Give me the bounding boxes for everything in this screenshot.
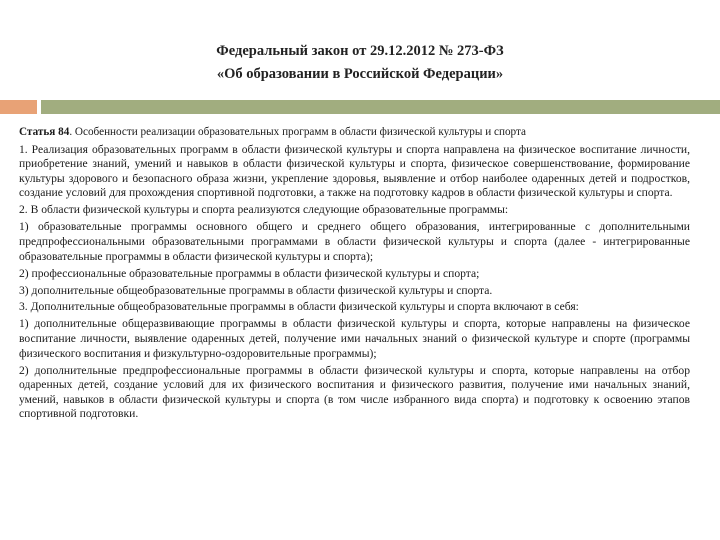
paragraph-1: 1. Реализация образовательных программ в области физической культуры и спорта направлена на физическое воспитание личности, приобретение знаний, умений и навыков в области физической культуры и спорта, физическое совершенствование, формирование культуры здорового и безопасного образа жизни, укрепление здоровья, выявление и отбор наиболее одаренных детей и подростков, создание условий для прохождения спортивной подготовки, а также на подготовку кадров в области физической культуры и спорта. — [19, 142, 690, 200]
divider-accent-right — [41, 100, 720, 114]
article-title: . Особенности реализации образовательных программ в области физической культуры и спорта — [69, 126, 526, 138]
divider-accent-left — [0, 100, 37, 114]
article-body — [19, 125, 690, 424]
paragraph-7: 1) дополнительные общеразвивающие программы в области физической культуры и спорта, которые направлены на физическое воспитание личности, выявление одаренных детей, получение ими начальных знаний о физической культуре и спорте (программы физического воспитания и физкультурно-оздоровительные программы); — [19, 317, 690, 360]
title-line-1: Федеральный закон от 29.12.2012 № 273-ФЗ — [216, 43, 504, 59]
paragraph-6: 3. Дополнительные общеобразовательные программы в области физической культуры и спорта включают в себя: — [19, 300, 579, 314]
title-line-2: «Об образовании в Российской Федерации» — [216, 66, 504, 82]
paragraph-8: 2) дополнительные предпрофессиональные программы в области физической культуры и спорта, которые направлены на отбор одаренных детей, создание условий для их физического воспитания и физического развития, получение ими начальных знаний, умений, навыков в области физической культуры и спорта (в том числе избранного вида спорта) и подготовку к освоению этапов спортивной подготовки. — [19, 363, 690, 421]
article-heading — [19, 125, 690, 140]
paragraph-3: 1) образовательные программы основного общего и среднего общего образования, интегрированные с дополнительными предпрофессиональными образовательными программами в области физической культуры и спорта (далее - интегрированные образовательные программы в области физической культуры и спорта); — [19, 220, 690, 263]
paragraph-2: 2. В области физической культуры и спорта реализуются следующие образовательные программы: — [19, 203, 509, 217]
article-label: Статья 84 — [19, 126, 70, 138]
paragraph-4: 2) профессиональные образовательные программы в области физической культуры и спорта; — [19, 266, 480, 280]
document-title — [0, 40, 720, 86]
paragraph-5: 3) дополнительные общеобразовательные программы в области физической культуры и спорта. — [19, 283, 493, 297]
